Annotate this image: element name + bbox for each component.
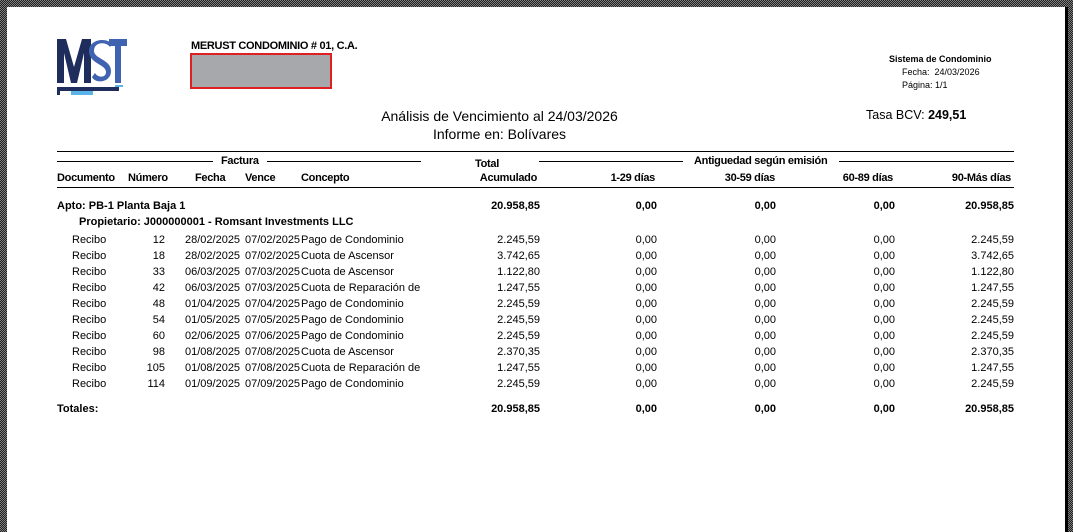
row-30-59: 0,00 (754, 298, 776, 310)
row-60-89: 0,00 (873, 282, 895, 294)
apto-1-29: 0,00 (635, 200, 657, 212)
col-documento: Documento (57, 172, 115, 184)
row-90-mas: 1.122,80 (971, 266, 1014, 278)
row-documento: Recibo (72, 378, 107, 390)
row-total: 3.742,65 (497, 250, 540, 262)
row-fecha: 06/03/2025 (185, 266, 241, 278)
apto-total: 20.958,85 (491, 200, 540, 212)
row-60-89: 0,00 (873, 298, 895, 310)
apto-group-row (7, 200, 1065, 216)
row-total: 1.247,55 (497, 282, 540, 294)
row-concepto: Pago de Condominio (301, 298, 404, 310)
row-numero: 54 (152, 314, 165, 326)
row-90-mas: 3.742,65 (971, 250, 1014, 262)
col-1-29: 1-29 días (610, 172, 655, 184)
table-row (7, 282, 1065, 298)
row-numero: 98 (152, 346, 165, 358)
row-numero: 33 (152, 266, 165, 278)
row-numero: 114 (147, 378, 165, 390)
antiguedad-rule-left (539, 161, 683, 162)
row-vence: 07/05/2025 (245, 314, 301, 326)
tasa-label: Tasa BCV: (866, 108, 925, 122)
group-factura-label: Factura (221, 155, 259, 167)
col-30-59: 30-59 días (724, 172, 775, 184)
row-fecha: 02/06/2025 (185, 330, 241, 342)
row-numero: 48 (152, 298, 165, 310)
row-30-59: 0,00 (754, 250, 776, 262)
row-fecha: 01/08/2025 (185, 346, 241, 358)
row-60-89: 0,00 (873, 234, 895, 246)
row-30-59: 0,00 (754, 314, 776, 326)
totals-30-59: 0,00 (754, 403, 776, 415)
row-numero: 60 (152, 330, 165, 342)
col-vence: Vence (245, 172, 276, 184)
row-90-mas: 2.245,59 (971, 378, 1014, 390)
row-vence: 07/04/2025 (245, 298, 301, 310)
header-top-rule (57, 151, 1014, 152)
col-numero: Número (128, 172, 168, 184)
row-vence: 07/02/2025 (245, 234, 301, 246)
row-60-89: 0,00 (873, 362, 895, 374)
apto-label: Apto: PB-1 Planta Baja 1 (57, 200, 186, 212)
row-1-29: 0,00 (635, 282, 657, 294)
row-30-59: 0,00 (754, 234, 776, 246)
row-fecha: 01/04/2025 (185, 298, 241, 310)
header-bottom-rule (57, 187, 1014, 188)
row-documento: Recibo (72, 298, 107, 310)
mst-logo-icon (57, 37, 127, 97)
row-concepto: Pago de Condominio (301, 378, 404, 390)
factura-rule-right (267, 161, 421, 162)
fecha-value: 24/03/2026 (934, 67, 980, 77)
row-90-mas: 2.245,59 (971, 314, 1014, 326)
row-concepto: Cuota de Ascensor (301, 346, 394, 358)
row-90-mas: 1.247,55 (971, 362, 1014, 374)
totals-label: Totales: (57, 403, 99, 415)
row-documento: Recibo (72, 282, 107, 294)
row-30-59: 0,00 (754, 266, 776, 278)
redacted-address-box (190, 53, 332, 89)
row-90-mas: 2.245,59 (971, 330, 1014, 342)
row-fecha: 28/02/2025 (185, 250, 241, 262)
row-total: 1.247,55 (497, 362, 540, 374)
row-1-29: 0,00 (635, 234, 657, 246)
row-concepto: Cuota de Ascensor (301, 250, 394, 262)
tasa-bcv (866, 108, 966, 122)
col-fecha: Fecha (195, 172, 226, 184)
row-total: 2.245,59 (497, 330, 540, 342)
propietario-label: Propietario: J000000001 - Romsant Investments LLC (79, 216, 354, 228)
col-concepto: Concepto (301, 172, 350, 184)
table-row (7, 298, 1065, 314)
row-documento: Recibo (72, 330, 107, 342)
row-total: 2.245,59 (497, 378, 540, 390)
page-number (902, 80, 948, 90)
table-row (7, 314, 1065, 330)
row-total: 2.245,59 (497, 314, 540, 326)
pagina-label: Página: (902, 80, 933, 90)
row-1-29: 0,00 (635, 330, 657, 342)
row-30-59: 0,00 (754, 346, 776, 358)
table-row (7, 234, 1065, 250)
row-vence: 07/09/2025 (245, 378, 301, 390)
row-90-mas: 1.247,55 (971, 282, 1014, 294)
table-row (7, 330, 1065, 346)
row-vence: 07/08/2025 (245, 362, 301, 374)
row-vence: 07/03/2025 (245, 282, 301, 294)
row-60-89: 0,00 (873, 346, 895, 358)
row-documento: Recibo (72, 346, 107, 358)
row-vence: 07/08/2025 (245, 346, 301, 358)
row-documento: Recibo (72, 266, 107, 278)
row-concepto: Cuota de Reparación de (301, 362, 421, 374)
row-vence: 07/06/2025 (245, 330, 301, 342)
row-concepto: Cuota de Reparación de (301, 282, 421, 294)
report-currency: Informe en: Bolívares (432, 126, 567, 142)
row-numero: 105 (146, 362, 165, 374)
col-60-89: 60-89 días (842, 172, 893, 184)
row-90-mas: 2.245,59 (971, 234, 1014, 246)
fecha-label: Fecha: (902, 67, 930, 77)
row-1-29: 0,00 (635, 298, 657, 310)
row-90-mas: 2.370,35 (971, 346, 1014, 358)
row-total: 2.245,59 (497, 234, 540, 246)
table-row (7, 346, 1065, 362)
row-total: 1.122,80 (497, 266, 540, 278)
row-documento: Recibo (72, 234, 107, 246)
row-documento: Recibo (72, 314, 107, 326)
report-date (902, 67, 980, 77)
row-1-29: 0,00 (635, 362, 657, 374)
row-concepto: Cuota de Ascensor (301, 266, 394, 278)
report-page (7, 7, 1065, 532)
table-row (7, 250, 1065, 266)
table-row (7, 378, 1065, 394)
antiguedad-rule-right (839, 161, 1014, 162)
row-30-59: 0,00 (754, 282, 776, 294)
row-fecha: 01/05/2025 (185, 314, 241, 326)
row-concepto: Pago de Condominio (301, 314, 404, 326)
table-row (7, 362, 1065, 378)
tasa-value: 249,51 (928, 108, 967, 122)
apto-60-89: 0,00 (873, 200, 895, 212)
totals-1-29: 0,00 (635, 403, 657, 415)
row-30-59: 0,00 (754, 362, 776, 374)
row-vence: 07/02/2025 (245, 250, 301, 262)
row-fecha: 06/03/2025 (185, 282, 241, 294)
row-documento: Recibo (72, 362, 107, 374)
row-concepto: Pago de Condominio (301, 234, 404, 246)
propietario-row (7, 216, 1065, 232)
row-60-89: 0,00 (873, 250, 895, 262)
col-90-mas: 90-Más días (951, 172, 1011, 184)
system-name: Sistema de Condominio (889, 54, 992, 64)
row-documento: Recibo (72, 250, 107, 262)
totals-90-mas: 20.958,85 (965, 403, 1014, 415)
group-antiguedad-label: Antiguedad según emisión (694, 155, 828, 167)
company-name: MERUST CONDOMINIO # 01, C.A. (191, 40, 358, 52)
row-1-29: 0,00 (635, 314, 657, 326)
totals-total: 20.958,85 (491, 403, 540, 415)
row-60-89: 0,00 (873, 378, 895, 390)
row-30-59: 0,00 (754, 330, 776, 342)
col-total-line2: Acumulado (479, 172, 537, 184)
row-numero: 42 (152, 282, 165, 294)
row-1-29: 0,00 (635, 346, 657, 358)
row-60-89: 0,00 (873, 330, 895, 342)
apto-30-59: 0,00 (754, 200, 776, 212)
col-total-line1: Total (475, 158, 499, 170)
row-total: 2.370,35 (497, 346, 540, 358)
row-fecha: 01/08/2025 (185, 362, 241, 374)
row-60-89: 0,00 (873, 266, 895, 278)
row-fecha: 01/09/2025 (185, 378, 241, 390)
row-total: 2.245,59 (497, 298, 540, 310)
row-numero: 12 (152, 234, 165, 246)
table-row (7, 266, 1065, 282)
row-numero: 18 (152, 250, 165, 262)
pagina-value: 1/1 (935, 80, 948, 90)
row-1-29: 0,00 (635, 250, 657, 262)
report-title: Análisis de Vencimiento al 24/03/2026 (381, 108, 618, 124)
totals-60-89: 0,00 (873, 403, 895, 415)
row-vence: 07/03/2025 (245, 266, 301, 278)
apto-90-mas: 20.958,85 (965, 200, 1014, 212)
totals-row (7, 403, 1065, 419)
row-30-59: 0,00 (754, 378, 776, 390)
row-1-29: 0,00 (635, 266, 657, 278)
row-90-mas: 2.245,59 (971, 298, 1014, 310)
row-concepto: Pago de Condominio (301, 330, 404, 342)
factura-rule-left (57, 161, 213, 162)
row-1-29: 0,00 (635, 378, 657, 390)
row-60-89: 0,00 (873, 314, 895, 326)
row-fecha: 28/02/2025 (185, 234, 241, 246)
